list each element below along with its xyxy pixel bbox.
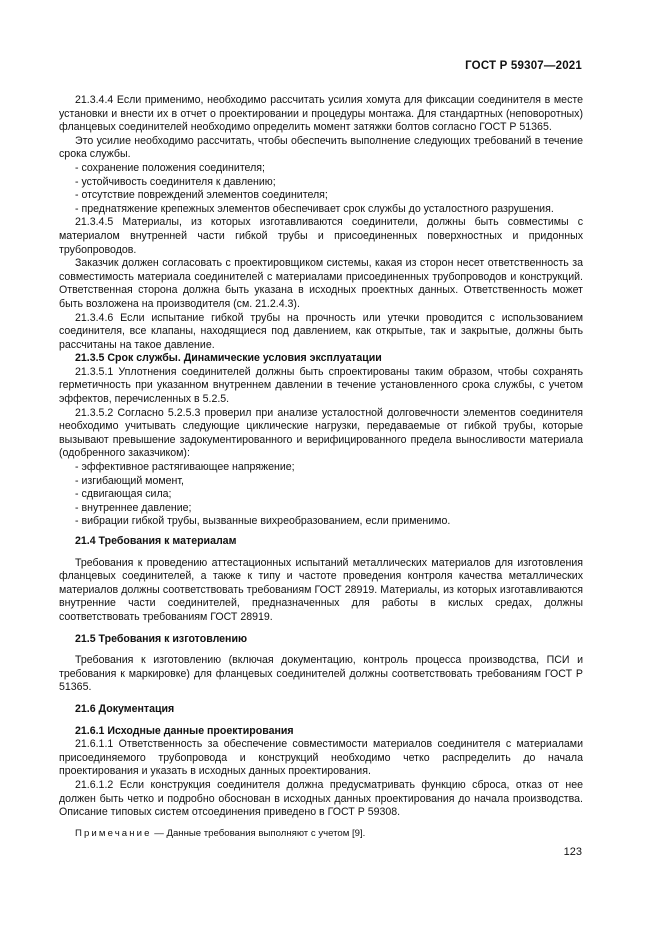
list-item: - сдвигающая сила; [75, 488, 172, 501]
paragraph: 21.6.1.1 Ответственность за обеспечение совместимости материалов соединителя с материалами присоединяемого трубопровода и конструкций необходимо четко распределить до начала проектирования и указать в исходных данных проектирования. [59, 738, 583, 778]
paragraph: 21.3.5.1 Уплотнения соединителей должны быть спроектированы таким образом, чтобы сохранять герметичность при указанном внутреннем давлении в течение установленного срока службы, с учетом эффектов, перечисленных в 5.2.5. [59, 365, 583, 406]
list-item: - преднатяжение крепежных элементов обеспечивает срок службы до усталостного разрушения. [75, 202, 554, 215]
paragraph: Требования к проведению аттестационных испытаний металлических материалов для изготовления фланцевых соединителей, а также к типу и частоте проведения контроля качества металлических материалов должны соответствовать требованиям ГОСТ 28919. Материалы, из которых изготавливаются внутренние части соединителей, предназначенных для работы в кислых средах, должны соответствовать требованиям ГОСТ 28919. [59, 556, 583, 623]
paragraph: 21.3.4.6 Если испытание гибкой трубы на прочность или утечки проводится с использованием соединителя, все клапаны, находящиеся под давлением, как открытые, так и закрытые, должны быть рассчитаны на такое давление. [59, 311, 583, 351]
list-item: - эффективное растягивающее напряжение; [75, 461, 295, 474]
paragraph: 21.3.4.5 Материалы, из которых изготавливаются соединители, должны быть совместимы с материалом внутренней части гибкой трубы и присоединенных поверхностных и придонных трубопроводов. [59, 216, 583, 256]
list-item: - вибрации гибкой трубы, вызванные вихреобразованием, если применимо. [75, 515, 451, 528]
paragraph: 21.6.1.2 Если конструкция соединителя должна предусматривать функцию сброса, отказ от нее должен быть четко и подробно обоснован в исходных данных проектирования до начала производства. Описание типовых систем отсоединения приведено в ГОСТ Р 59308. [59, 778, 583, 819]
document-header: ГОСТ Р 59307—2021 [465, 60, 582, 72]
section-heading: 21.5 Требования к изготовлению [75, 632, 248, 645]
paragraph: Заказчик должен согласовать с проектировщиком системы, какая из сторон несет ответственность за совместимость материала соединителей с материалами присоединенных трубопроводов и конструкций. Ответственная сторона должна быть указана в исходных проектных данных. Ответственность может быть возложена на производителя (см. 21.2.4.3). [59, 257, 583, 310]
list-item: - устойчивость соединителя к давлению; [75, 175, 276, 188]
subsection-heading: 21.3.5 Срок службы. Динамические условия эксплуатации [75, 352, 382, 365]
note [59, 827, 583, 841]
note-text: — Данные требования выполняют с учетом [9]. [151, 827, 366, 839]
subsection-heading: 21.6.1 Исходные данные проектирования [75, 724, 294, 737]
section-heading: 21.6 Документация [75, 702, 175, 715]
paragraph: 21.3.5.2 Согласно 5.2.5.3 проверил при анализе усталостной долговечности элементов соединителя необходимо учитывать следующие циклические нагрузки, передаваемые от гибкой трубы, которые вызывают превышение задокументированного и верифицированного предела выносливости материала (одобренного заказчиком): [59, 406, 583, 460]
list-item: - отсутствие повреждений элементов соединителя; [75, 189, 328, 202]
list-item: - сохранение положения соединителя; [75, 161, 265, 174]
paragraph: 21.3.4.4 Если применимо, необходимо рассчитать усилия хомута для фиксации соединителя в месте установки и внести их в отчет о проектировании и процедуры монтажа. Для стандартных (неповоротных) фланцевых соединителей необходимо определить момент затяжки болтов согласно ГОСТ Р 51365. [59, 94, 583, 134]
page-number: 123 [563, 846, 582, 858]
paragraph: Это усилие необходимо рассчитать, чтобы обеспечить выполнение следующих требований в течение срока службы. [59, 134, 583, 161]
list-item: - внутреннее давление; [75, 501, 192, 514]
paragraph: Требования к изготовлению (включая документацию, контроль процесса производства, ПСИ и требования к маркировке) для фланцевых соединителей должны соответствовать требованиям ГОСТ Р 51365. [59, 654, 583, 694]
section-heading: 21.4 Требования к материалам [75, 535, 237, 547]
page-body [59, 94, 583, 840]
list-item: - изгибающий момент, [75, 474, 185, 487]
note-label: Примечание [75, 827, 152, 839]
